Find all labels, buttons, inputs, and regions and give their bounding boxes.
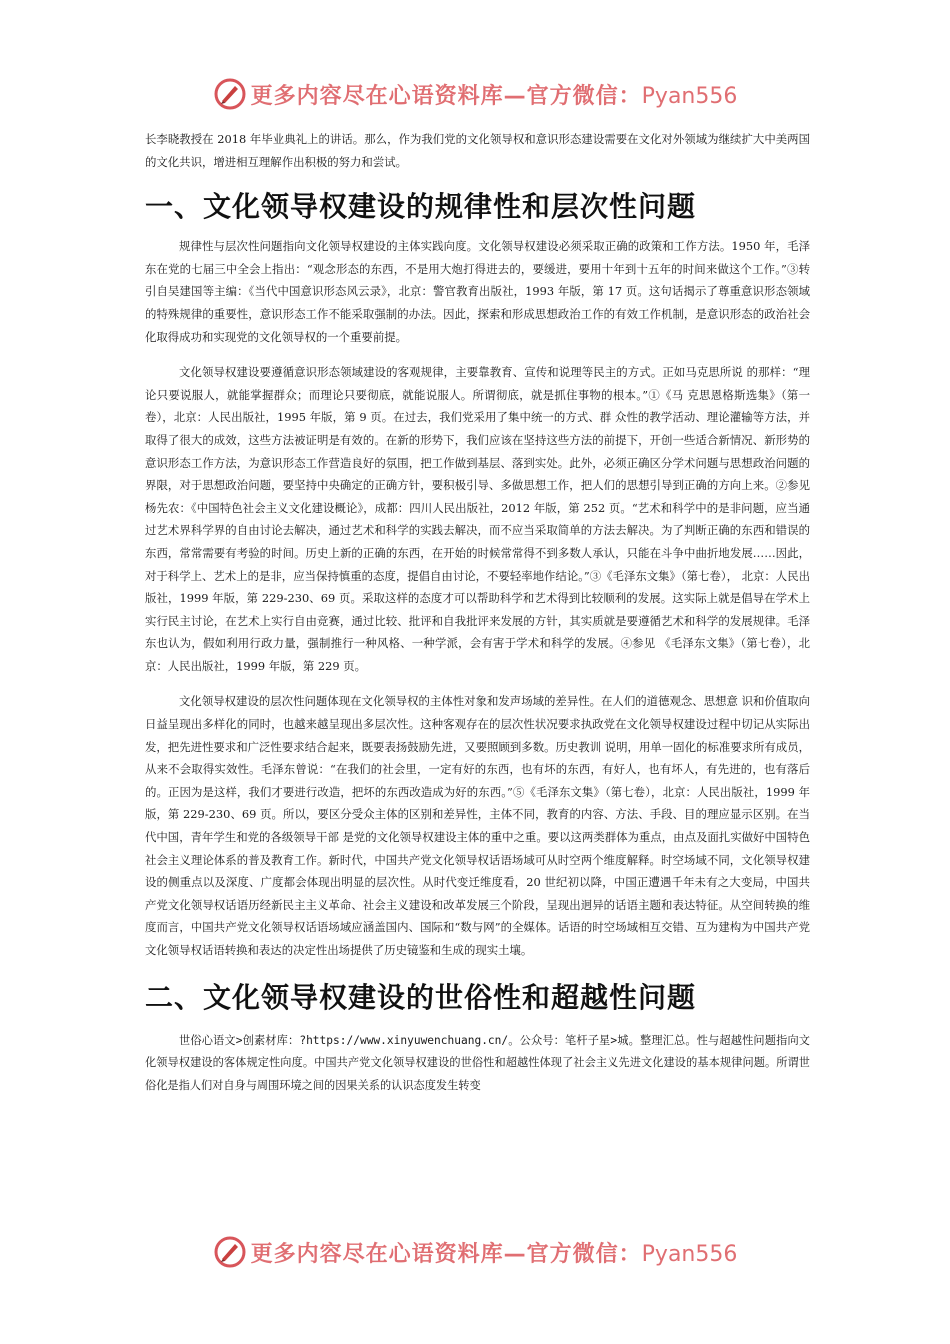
banner-wechat-id: Pyan556 xyxy=(641,83,738,109)
section-1-paragraph-3: 文化领导权建设的层次性问题体现在文化领导权的主体性对象和发声场域的差异性。在人们的道德观念、思想意 识和价值取向日益呈现出多样化的同时，也越来越呈现出多层次性。这种客观存在的层次性状况要求执政党在文化领导权建设过程中切记从实际出发，把先进性要求和广泛性要求结合起来，既要表扬鼓励先进，又要照顾到多数。历史教训 说明，用单一固化的标准要求所有成员，从来不会取得实效性。毛泽东曾说：“在我们的社会里，一定有好的东西，也有坏的东西，有好人，也有坏人，有先进的，也有落后的。正因为是这样，我们才要进行改造，把坏的东西改造成为好的东西。”⑤《毛泽东文集》（第七卷），北京：人民出版社，1999 年版，第 229-230、69 页。所以，要区分受众主体的区别和差异性，主体不同，教育的内容、方法、手段、目的理应显示区别。在当代中国，青年学生和党的各级领导干部 是党的文化领导权建设主体的重中之重。要以这两类群体为重点，由点及面扎实做好中国特色社会主义理论体系的普及教育工作。新时代，中国共产党文化领导权话语场域可从时空两个维度解释。时空场域不同，文化领导权建设的侧重点以及深度、广度都会体现出明显的层次性。从时代变迁维度看，20 世纪初以降，中国正遭遇千年未有之大变局，中国共产党文化领导权话语历经新民主主义革命、社会主义建设和改革发展三个阶段，呈现出迥异的话语主题和表达特征。从空间转换的维度而言，中国共产党文化领导权话语场域应涵盖国内、国际和“数与网”的全媒体。话语的时空场域相互交错、互为建构为中国共产党文化领导权话语转换和表达的决定性出场提供了历史镜鉴和生成的现实土壤。 xyxy=(145,694,810,957)
header-banner xyxy=(0,74,950,114)
section-1-heading: 一、文化领导权建设的规律性和层次性问题 xyxy=(145,190,697,224)
section-1-paragraph-2: 文化领导权建设要遵循意识形态领域建设的客观规律，主要靠教育、宣传和说理等民主的方式。正如马克思所说 的那样：“理论只要说服人，就能掌握群众；而理论只要彻底，就能说服人。所谓彻底，就是抓住事物的根本。”①《马 克思恩格斯选集》（第一卷），北京：人民出版社，1995 年版，第 9 页。在过去，我们党采用了集中统一的方式、群 众性的教学活动、理论灌输等方法，并取得了很大的成效，这些方法被证明是有效的。在新的形势下，我们应该在坚持这些方法的前提下，开创一些适合新情况、新形势的意识形态工作方法，为意识形态工作营造良好的氛围，把工作做到基层、落到实处。此外，必须正确区分学术问题与思想政治问题的界限，对于思想政治问题，要坚持中央确定的正确方针，要积极引导、多做思想工作，把人们的思想引导到正确的方向上来。②参见杨先农：《中国特色社会主义文化建设概论》，成都：四川人民出版社，2012 年版，第 252 页。“艺术和科学中的是非问题，应当通过艺术界科学界的自由讨论去解决，通过艺术和科学的实践去解决，而不应当采取简单的方法去解决。为了判断正确的东西和错误的东西，常常需要有考验的时间。历史上新的正确的东西，在开始的时候常常得不到多数人承认，只能在斗争中曲折地发展……因此， 对于科学上、艺术上的是非，应当保持慎重的态度，提倡自由讨论，不要轻率地作结论。”③《毛泽东文集》（第七卷）， 北京：人民出版社，1999 年版，第 229-230、69 页。采取这样的态度才可以帮助科学和艺术得到比较顺利的发展。这实际上就是倡导在学术上实行民主讨论，在艺术上实行自由竞赛，通过比较、批评和自我批评来发展的方针，其实质就是要遵循艺术和科学的发展规律。毛泽东也认为，假如利用行政力量，强制推行一种风格、一种学派，会有害于学术和科学的发展。④参见 《毛泽东文集》（第七卷），北京：人民出版社，1999 年版，第 229 页。 xyxy=(145,365,810,673)
banner-text: 更多内容尽在心语资料库—官方微信： xyxy=(250,1241,642,1267)
banner-wechat-id: Pyan556 xyxy=(641,1241,738,1267)
banner-text: 更多内容尽在心语资料库—官方微信： xyxy=(250,83,642,109)
section-2-paragraph: 世俗心语文>创素材库：?https://www.xinyuwenchuang.cn/。公众号：笔杆子星>城。整理汇总。性与超越性问题指向文化领导权建设的客体规定性向度。中国共产党文化领导权建设的世俗性和超越性体现了社会主义先进文化建设的基本规律问题。所谓世俗化是指人们对自身与周围环境之间的因果关系的认识态度发生转变 xyxy=(145,1033,810,1092)
section-1-paragraph-1: 规律性与层次性问题指向文化领导权建设的主体实践向度。文化领导权建设必须采取正确的政策和工作方法。1950 年，毛泽东在党的七届三中全会上指出：“观念形态的东西，不是用大炮打得进去的，要缓进，要用十年到十五年的时间来做这个工作。”③转引自吴建国等主编：《当代中国意识形态风云录》，北京：警官教育出版社，1993 年版，第 17 页。这句话揭示了尊重意识形态领域的特殊规律的重要性，意识形态工作不能采取强制的办法。因此，探索和形成思想政治工作的有效工作机制，是意识形态的政治社会化取得成功和实现党的文化领导权的一个重要前提。 xyxy=(145,239,810,344)
brush-logo-icon xyxy=(213,1235,247,1269)
document-body xyxy=(145,128,810,1097)
brush-logo-icon xyxy=(213,77,247,111)
section-2-heading: 二、文化领导权建设的世俗性和超越性问题 xyxy=(145,980,697,1014)
footer-banner xyxy=(0,1232,950,1272)
intro-paragraph: 长李晓教授在 2018 年毕业典礼上的讲话。那么，作为我们党的文化领导权和意识形态建设需要在文化对外领域为继续扩大中美两国的文化共识，增进相互理解作出积极的努力和尝试。 xyxy=(145,132,810,169)
